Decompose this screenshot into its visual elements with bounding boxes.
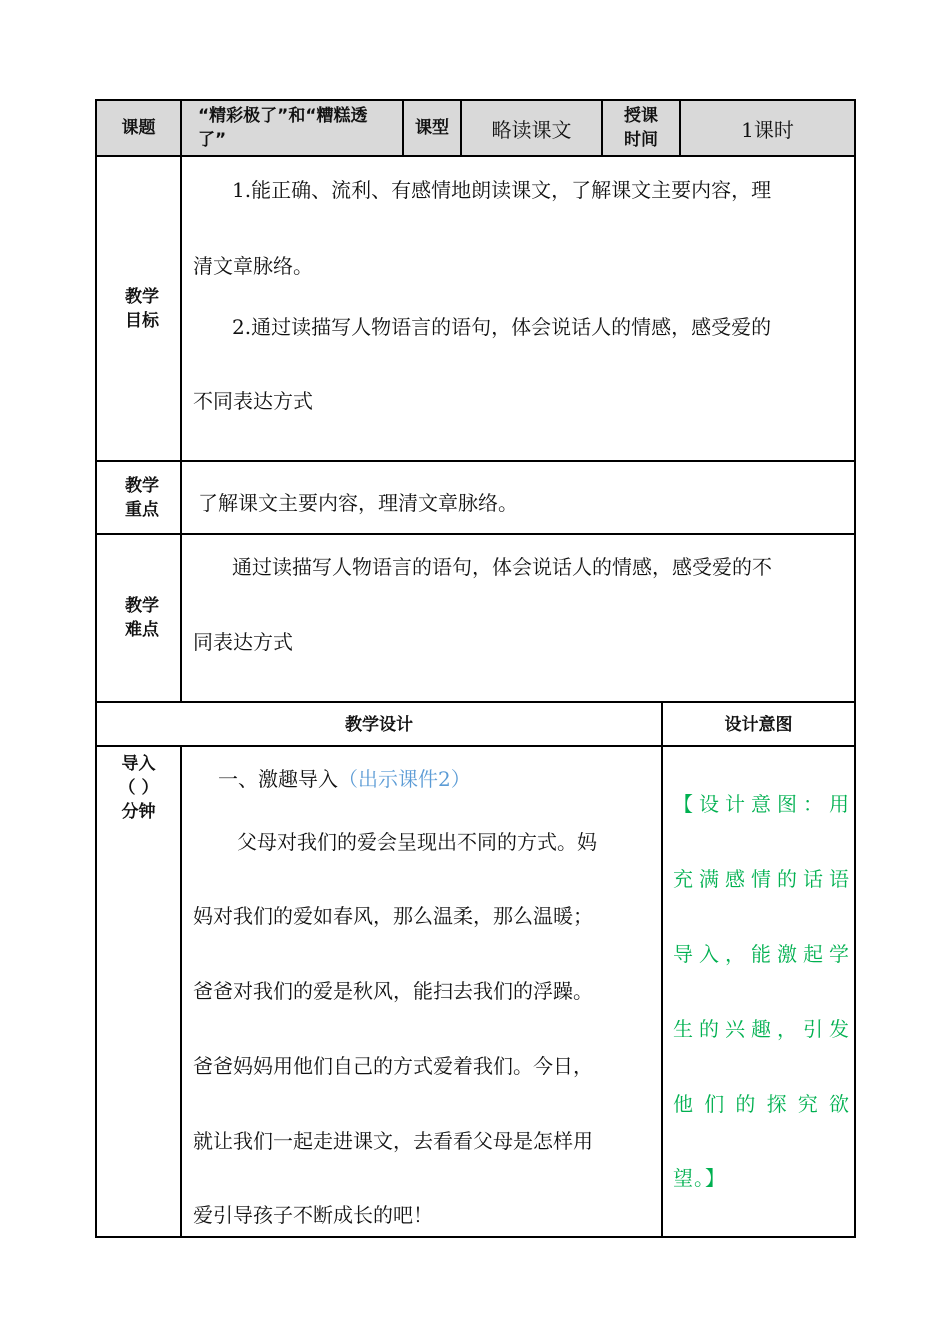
goal-line-4: 不同表达方式 — [193, 389, 313, 413]
header-rule-a — [402, 99, 404, 157]
key-points-label: 教学重点 — [125, 475, 159, 520]
intro-label-3: 分钟 — [121, 802, 156, 822]
intro-line-6: 爱引导孩子不断成长的吧！ — [193, 1203, 433, 1227]
intro-line-5: 就让我们一起走进课文，去看看父母是怎样用 — [193, 1129, 593, 1153]
intro-line-4: 爸爸妈妈用他们自己的方式爱着我们。今日， — [193, 1054, 593, 1078]
type-value: 略读课文 — [491, 117, 572, 142]
table-border-bottom — [95, 1236, 856, 1238]
table-rule-1 — [95, 155, 856, 157]
table-rule-4 — [95, 701, 856, 703]
header-rule-b — [460, 99, 462, 157]
courseware-note: （出示课件2） — [338, 767, 471, 791]
intro-line-3: 爸爸对我们的爱是秋风，能扫去我们的浮躁。 — [193, 979, 593, 1003]
label-column-rule-lower — [180, 745, 182, 1238]
time-label: 授课时间 — [624, 106, 658, 150]
topic-value: “精彩极了”和“糟糕透了” — [198, 106, 368, 150]
intent-line-2: 充满感情的话语 — [673, 867, 850, 891]
difficulties-label: 教学难点 — [125, 596, 159, 640]
design-label: 教学设计 — [345, 714, 413, 735]
key-points-text: 了解课文主要内容，理清文章脉络。 — [198, 491, 518, 515]
header-rule-d — [679, 99, 681, 157]
intent-line-3: 导入，能激起学 — [673, 942, 850, 966]
table-border-top — [95, 99, 856, 101]
label-column-rule-upper — [180, 99, 182, 703]
difficulty-line-1: 通过读描写人物语言的语句，体会说话人的情感，感受爱的不 — [232, 555, 772, 579]
goal-line-3: 2.通过读描写人物语言的语句，体会说话人的情感，感受爱的 — [232, 315, 772, 339]
goal-line-2: 清文章脉络。 — [193, 254, 313, 278]
goal-line-1: 1.能正确、流利、有感情地朗读课文，了解课文主要内容，理 — [232, 178, 772, 202]
intro-label-2: （ ） — [118, 778, 159, 798]
intro-line-1: 父母对我们的爱会呈现出不同的方式。妈 — [237, 830, 597, 854]
intent-line-4: 生的兴趣，引发 — [673, 1017, 850, 1041]
topic-label: 课题 — [121, 118, 156, 138]
intent-label: 设计意图 — [724, 714, 793, 735]
table-border-left — [95, 99, 97, 1238]
table-rule-5 — [95, 745, 856, 747]
intro-line-2: 妈对我们的爱如春风，那么温柔，那么温暖； — [193, 904, 593, 928]
table-border-right — [854, 99, 856, 1238]
intro-heading: 一、激趣导入 — [218, 767, 338, 791]
table-rule-2 — [95, 460, 856, 462]
difficulty-line-2: 同表达方式 — [193, 630, 293, 654]
type-label: 课型 — [415, 118, 449, 138]
intent-line-1: 【设计意图：用 — [673, 792, 850, 816]
intent-line-6: 望。】 — [673, 1166, 726, 1190]
intent-line-5: 他们的探究欲 — [673, 1092, 850, 1116]
time-value: 1课时 — [741, 117, 794, 142]
goals-label: 教学目标 — [125, 286, 159, 331]
table-rule-3 — [95, 533, 856, 535]
intro-label-1: 导入 — [121, 754, 156, 774]
header-rule-c — [601, 99, 603, 157]
intent-column-rule — [661, 701, 663, 1238]
intro-heading-row — [218, 763, 471, 792]
